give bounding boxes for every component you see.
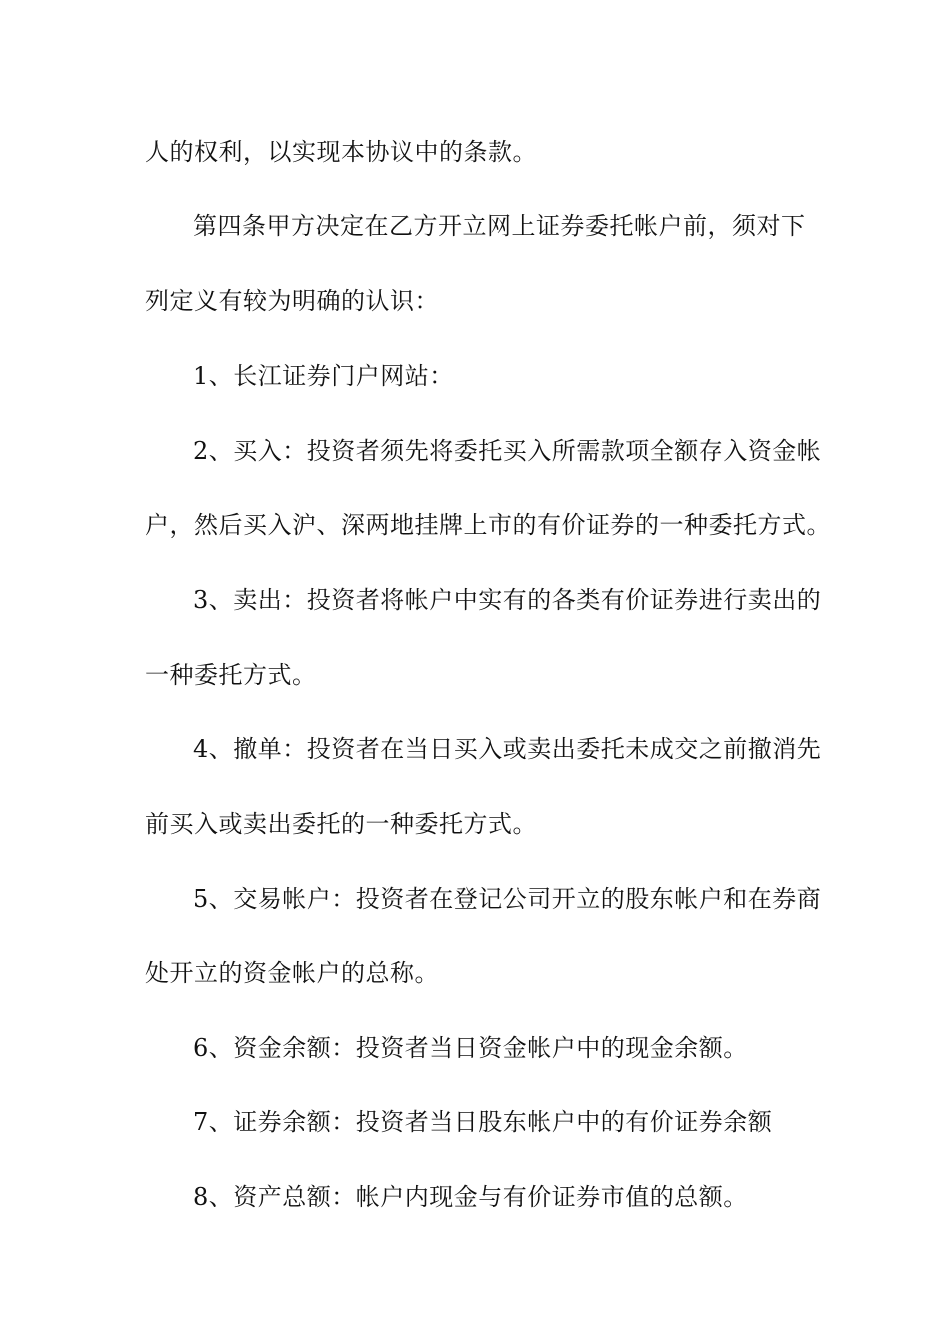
text-line: 列定义有较为明确的认识： — [145, 287, 439, 315]
text-line: 4、撤单：投资者在当日买入或卖出委托未成交之前撤消先 — [193, 735, 822, 763]
text-line: 处开立的资金帐户的总称。 — [145, 959, 439, 987]
text-line: 8、资产总额：帐户内现金与有价证券市值的总额。 — [193, 1183, 748, 1211]
text-line: 6、资金余额：投资者当日资金帐户中的现金余额。 — [193, 1034, 748, 1062]
text-line: 3、卖出：投资者将帐户中实有的各类有价证券进行卖出的 — [193, 586, 822, 614]
text-line: 1、长江证券门户网站： — [193, 362, 454, 390]
text-line: 2、买入：投资者须先将委托买入所需款项全额存入资金帐 — [193, 437, 822, 465]
text-line: 人的权利，以实现本协议中的条款。 — [145, 138, 537, 166]
text-line: 户，然后买入沪、深两地挂牌上市的有价证券的一种委托方式。 — [145, 511, 831, 539]
text-line: 前买入或卖出委托的一种委托方式。 — [145, 810, 537, 838]
text-line: 5、交易帐户：投资者在登记公司开立的股东帐户和在券商 — [193, 885, 822, 913]
text-line: 第四条甲方决定在乙方开立网上证券委托帐户前，须对下 — [193, 212, 806, 240]
text-line: 7、证券余额：投资者当日股东帐户中的有价证券余额 — [193, 1108, 773, 1136]
text-line: 一种委托方式。 — [145, 661, 317, 689]
